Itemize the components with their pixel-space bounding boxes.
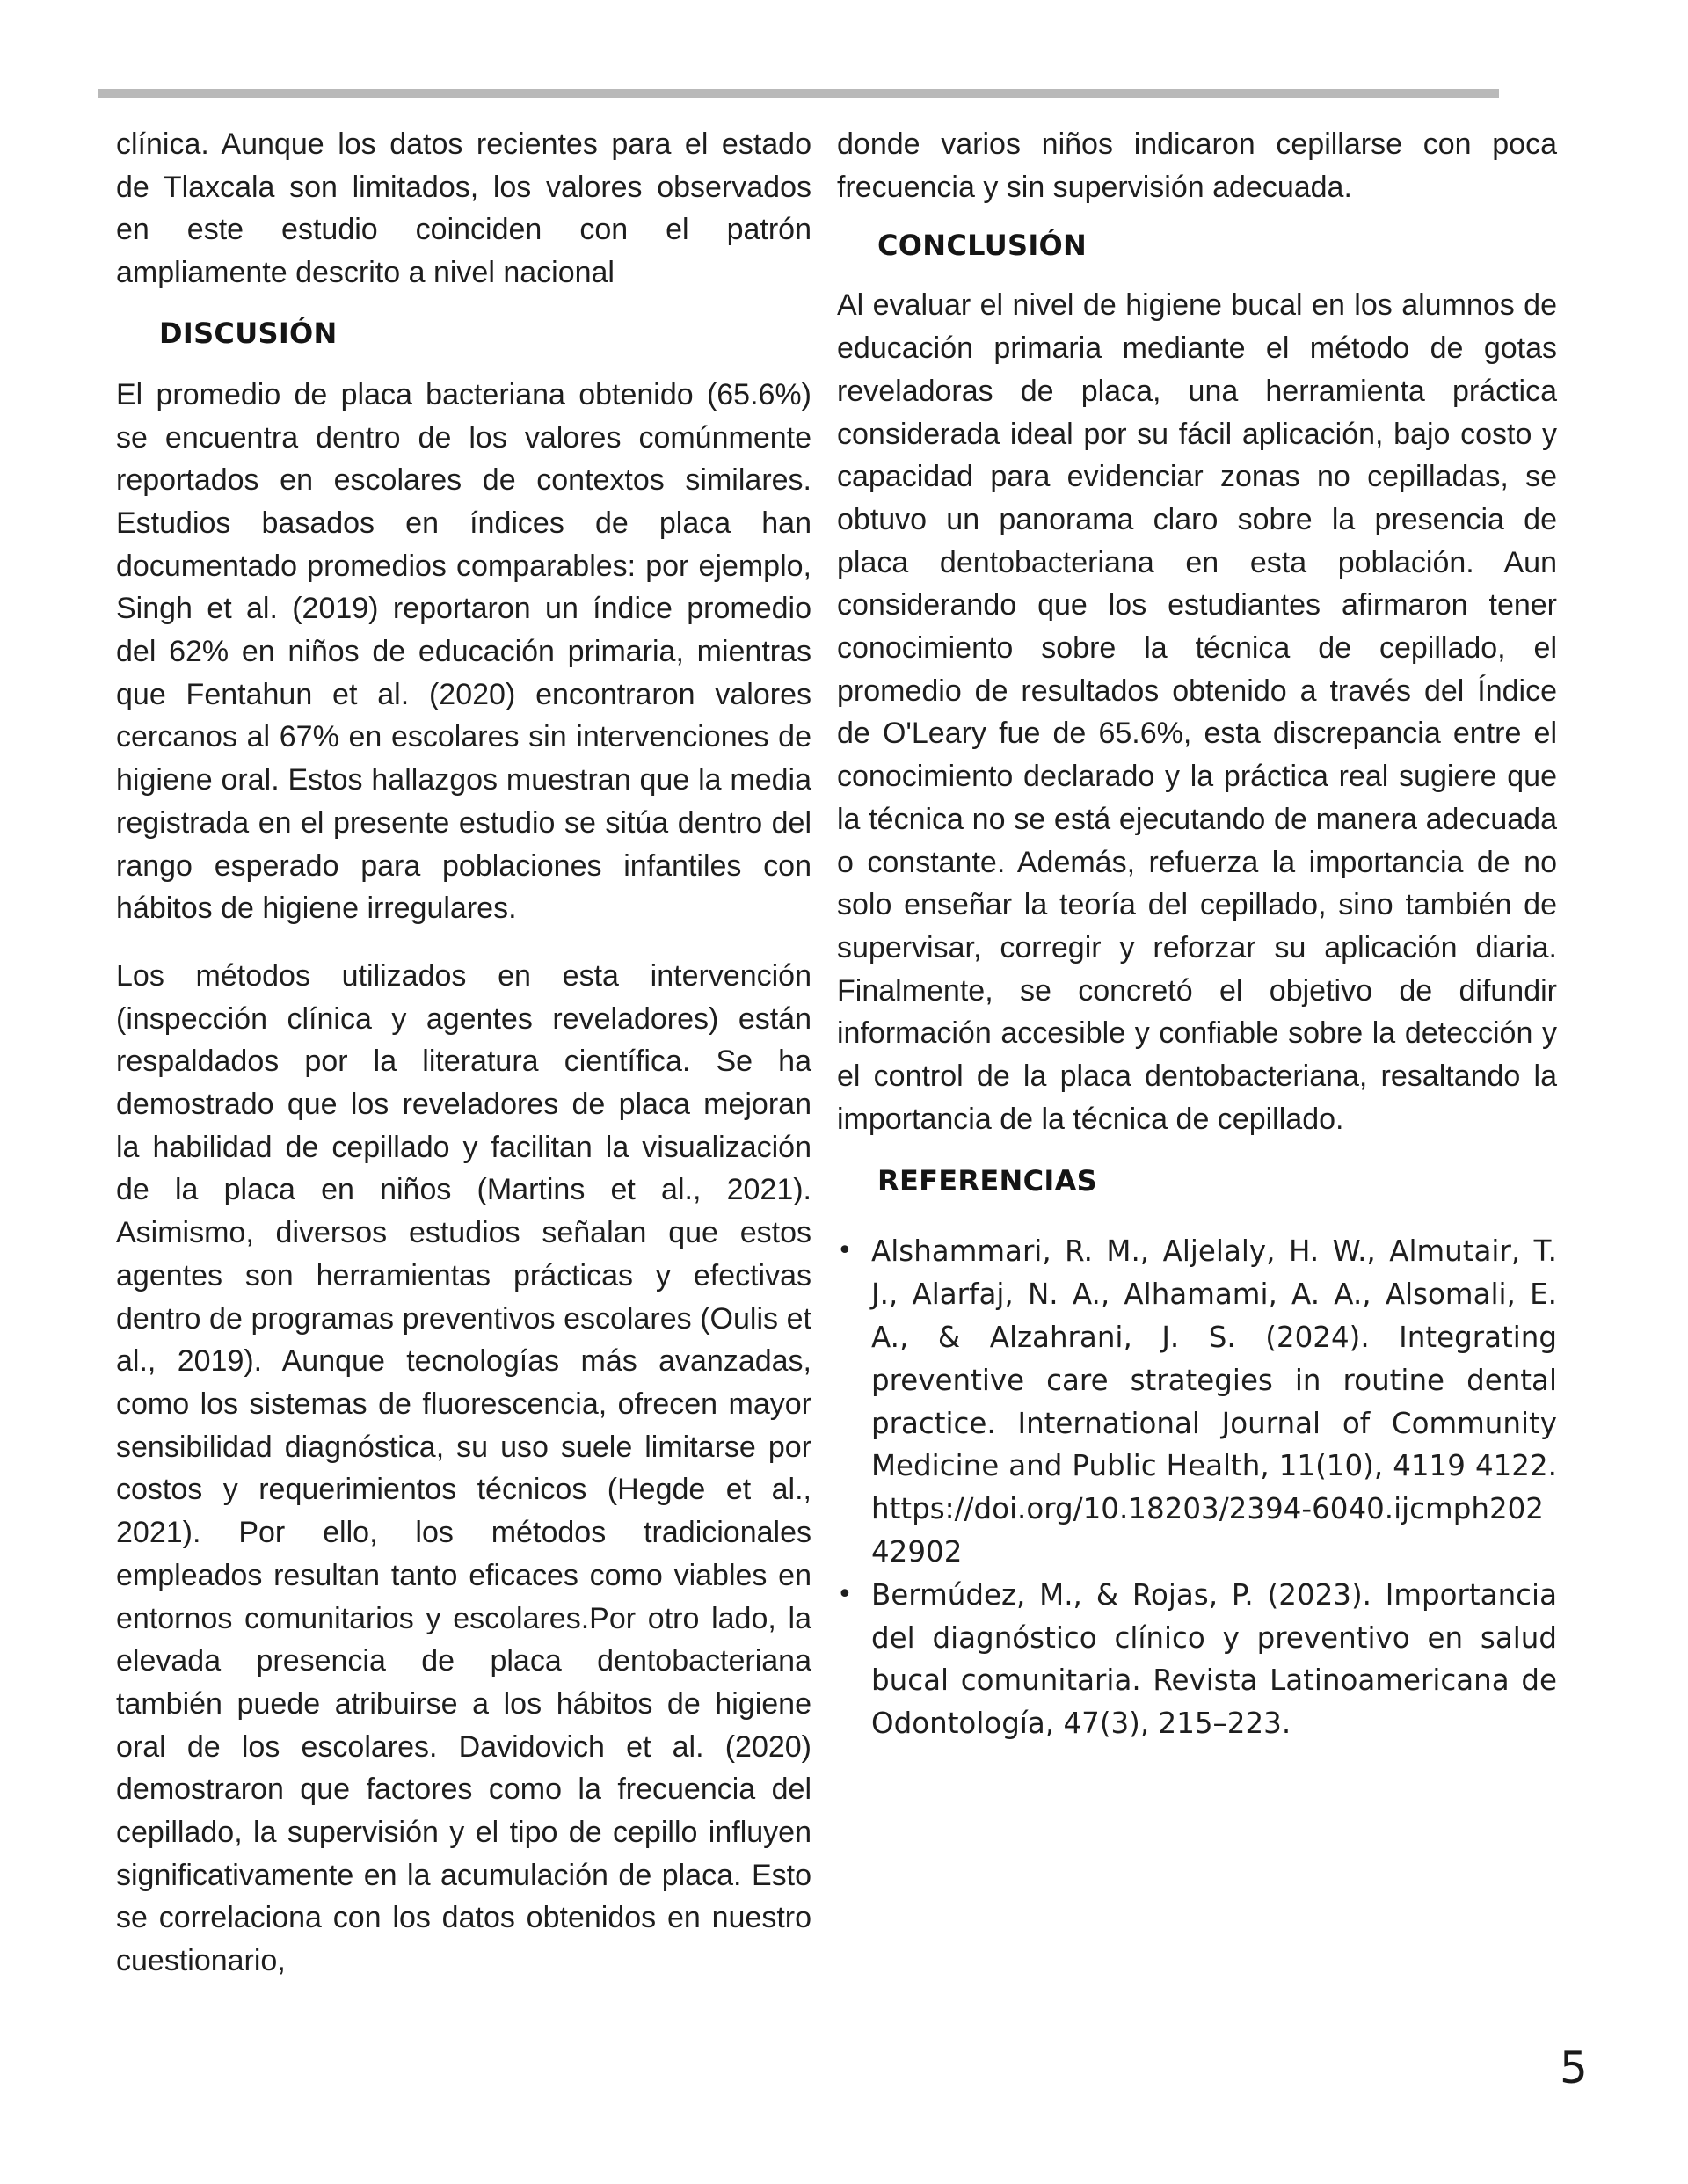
reference-doi-link[interactable]: https://doi.org/10.18203/2394-6040.ijcmph20242902	[871, 1492, 1544, 1569]
page-number: 5	[1560, 2042, 1588, 2093]
discussion-paragraph-1: El promedio de placa bacteriana obtenido (65.6%) se encuentra dentro de los valores comúnmente reportados en escolares de contextos similares. Estudios basados en índices de placa han documentado promedios comparables: por ejemplo, Singh et al. (2019) reportaron un índice promedio del 62% en niños de educación primaria, mientras que Fentahun et al. (2020) encontraron valores cercanos al 67% en escolares sin intervenciones de higiene oral. Estos hallazgos muestran que la media registrada en el presente estudio se sitúa dentro del rango esperado para poblaciones infantiles con hábitos de higiene irregulares.	[116, 377, 811, 926]
reference-item	[837, 1230, 1557, 1573]
header-rule	[98, 89, 1499, 98]
discussion-paragraph-2: Los métodos utilizados en esta intervención (inspección clínica y agentes reveladores) están respaldados por la literatura científica. Se ha demostrado que los reveladores de placa mejoran la habilidad de cepillado y facilitan la visualización de la placa en niños (Martins et al., 2021). Asimismo, diversos estudios señalan que estos agentes son herramientas prácticas y efectivas dentro de programas preventivos escolares (Oulis et al., 2019). Aunque tecnologías más avanzadas, como los sistemas de fluorescencia, ofrecen mayor sensibilidad diagnóstica, su uso suele limitarse por costos y requerimientos técnicos (Hegde et al., 2021). Por ello, los métodos tradicionales empleados resultan tanto eficaces como viables en entornos comunitarios y escolares.Por otro lado, la elevada presencia de placa dentobacteriana también puede atribuirse a los hábitos de higiene oral de los escolares. Davidovich et al. (2020) demostraron que factores como la frecuencia del cepillado, la supervisión y el tipo de cepillo influyen significativamente en la acumulación de placa. Esto se correlaciona con los datos obtenidos en nuestro cuestionario,	[116, 958, 811, 1978]
bullet-icon: •	[837, 1235, 853, 1267]
references-list	[837, 1230, 1557, 1745]
reference-text: Alshammari, R. M., Aljelaly, H. W., Almutair, T. J., Alarfaj, N. A., Alhamami, A. A., Alsomali, E. A., & Alzahrani, J. S. (2024). Integrating preventive care strategies in routine dental practice. International Journal of Community Medicine and Public Health, 11(10), 4119 4122.	[871, 1234, 1557, 1483]
references-heading: REFERENCIAS	[877, 1164, 1098, 1198]
intro-paragraph: clínica. Aunque los datos recientes para el estado de Tlaxcala son limitados, los valores observados en este estudio coinciden con el patrón ampliamente descrito a nivel nacional	[116, 127, 811, 290]
discussion-heading: DISCUSIÓN	[159, 316, 338, 350]
bullet-icon: •	[837, 1578, 853, 1610]
reference-item	[837, 1574, 1557, 1745]
conclusion-heading: CONCLUSIÓN	[877, 229, 1088, 263]
continuation-paragraph: donde varios niños indicaron cepillarse con poca frecuencia y sin supervisión adecuada.	[837, 127, 1557, 204]
left-column	[116, 123, 811, 1983]
conclusion-paragraph: Al evaluar el nivel de higiene bucal en los alumnos de educación primaria mediante el método de gotas reveladoras de placa, una herramienta práctica considerada ideal por su fácil aplicación, bajo costo y capacidad para evidenciar zonas no cepilladas, se obtuvo un panorama claro sobre la presencia de placa dentobacteriana en esta población. Aun considerando que los estudiantes afirmaron tener conocimiento sobre la técnica de cepillado, el promedio de resultados obtenido a través del Índice de O'Leary fue de 65.6%, esta discrepancia entre el conocimiento declarado y la práctica real sugiere que la técnica no se está ejecutando de manera adecuada o constante. Además, refuerza la importancia de no solo enseñar la teoría del cepillado, sino también de supervisar, corregir y reforzar su aplicación diaria. Finalmente, se concretó el objetivo de difundir información accesible y confiable sobre la detección y el control de la placa dentobacteriana, resaltando la importancia de la técnica de cepillado.	[837, 288, 1557, 1136]
reference-text: Bermúdez, M., & Rojas, P. (2023). Importancia del diagnóstico clínico y preventivo en salud bucal comunitaria. Revista Latinoamericana de Odontología, 47(3), 215–223.	[871, 1577, 1557, 1741]
right-column	[837, 123, 1557, 1745]
